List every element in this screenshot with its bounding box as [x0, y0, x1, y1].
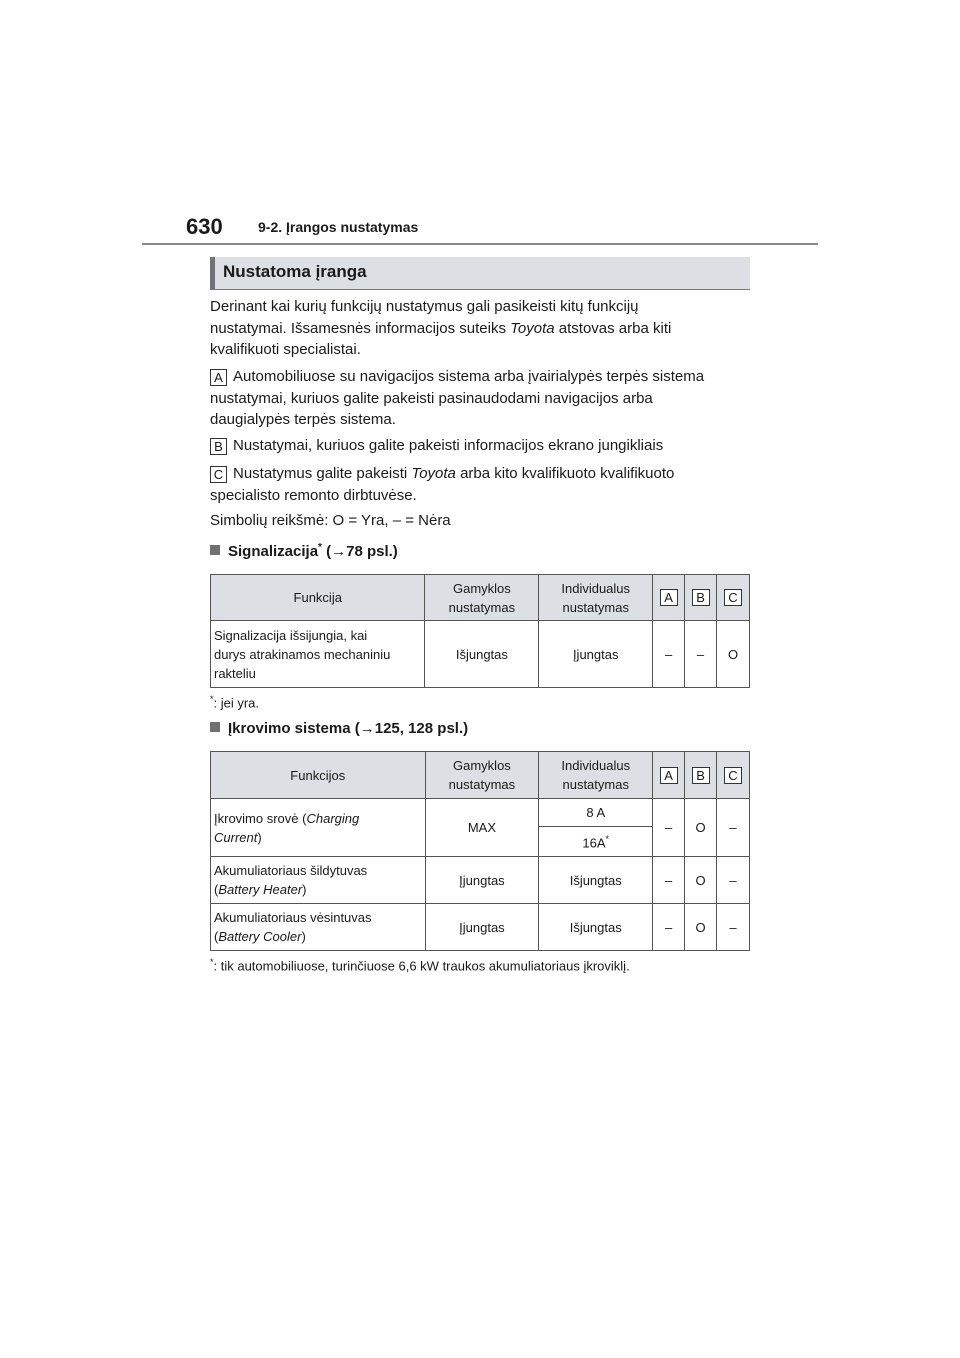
col-b: B — [685, 575, 717, 621]
legend-b-box: B — [210, 438, 227, 455]
row-c: – — [717, 857, 750, 904]
row-custom: Išjungtas — [539, 857, 653, 904]
legend-b-text: Nustatymai, kuriuos galite pakeisti informacijos ekrano jungikliais — [233, 437, 664, 454]
alarm-section-heading: Signalizacija* (→78 psl.) — [210, 542, 398, 560]
table-row — [211, 904, 750, 951]
charging-settings-table — [210, 751, 750, 951]
row-function: Akumuliatoriaus vėsintuvas (Battery Cooler) — [211, 904, 426, 951]
row-b: O — [685, 857, 717, 904]
charging-section-heading: Įkrovimo sistema (→125, 128 psl.) — [210, 720, 468, 737]
section-title-band — [210, 257, 750, 290]
row-function: Akumuliatoriaus šildytuvas (Battery Heater) — [211, 857, 426, 904]
legend-a — [210, 366, 750, 431]
col-factory: Gamyklos nustatymas — [425, 575, 539, 621]
col-c: C — [717, 575, 750, 621]
row-factory: Įjungtas — [425, 857, 539, 904]
col-a: A — [653, 575, 685, 621]
col-a: A — [653, 752, 685, 799]
row-a: – — [653, 904, 685, 951]
col-custom: Individualus nustatymas — [539, 752, 653, 799]
col-function: Funkcija — [211, 575, 425, 621]
intro-line: Derinant kai kurių funkcijų nustatymus gali pasikeisti kitų funkcijų — [210, 298, 639, 315]
intro-paragraph — [210, 296, 750, 361]
symbols-meaning: Simbolių reikšmė: O = Yra, – = Nėra — [210, 512, 451, 529]
row-b: – — [685, 621, 717, 688]
alarm-footnote: *: jei yra. — [210, 694, 260, 711]
header-divider — [142, 243, 818, 245]
page-number: 630 — [186, 214, 223, 239]
row-custom-alt: 16A* — [539, 827, 653, 857]
square-bullet-icon — [210, 722, 220, 732]
col-custom: Individualus nustatymas — [539, 575, 653, 621]
row-b: O — [685, 799, 717, 857]
row-factory: MAX — [425, 799, 539, 857]
row-function: Signalizacija išsijungia, kai durys atrakinamos mechaniniu rakteliu — [211, 621, 425, 688]
col-factory: Gamyklos nustatymas — [425, 752, 539, 799]
row-b: O — [685, 904, 717, 951]
row-a: – — [653, 799, 685, 857]
col-c: C — [717, 752, 750, 799]
table-header-row — [211, 575, 750, 621]
legend-a-box: A — [210, 369, 227, 386]
section-reference: 9-2. Įrangos nustatymas — [258, 219, 419, 235]
row-a: – — [653, 857, 685, 904]
row-a: – — [653, 621, 685, 688]
row-c: – — [717, 799, 750, 857]
col-functions: Funkcijos — [211, 752, 426, 799]
row-c: – — [717, 904, 750, 951]
row-factory: Išjungtas — [425, 621, 539, 688]
section-title: Nustatoma įranga — [223, 262, 367, 281]
alarm-settings-table — [210, 574, 750, 688]
legend-c-text: specialisto remonto dirbtuvėse. — [210, 486, 417, 504]
square-bullet-icon — [210, 545, 220, 555]
legend-a-text: Automobiliuose su navigacijos sistema arba įvairialypės terpės sistema — [233, 368, 705, 385]
row-c: O — [717, 621, 750, 688]
intro-line: kvalifikuoti specialistai. — [210, 341, 361, 358]
legend-c: C Nustatymus galite pakeisti Toyota arba kito kvalifikuoto kvalifikuoto specialisto remonto dirbtuvėse. — [210, 463, 750, 506]
table-row — [211, 799, 750, 827]
col-b: B — [685, 752, 717, 799]
table-row — [211, 857, 750, 904]
row-function: Įkrovimo srovė (Charging Current) — [211, 799, 426, 857]
row-factory: Įjungtas — [425, 904, 539, 951]
charging-footnote: *: tik automobiliuose, turinčiuose 6,6 kW traukos akumuliatoriaus įkroviklį. — [210, 957, 630, 974]
intro-line: nustatymai. Išsamesnės informacijos suteiks Toyota atstovas arba kiti — [210, 319, 672, 337]
legend-b — [210, 435, 750, 457]
legend-c-box: C — [210, 466, 227, 483]
legend-a-text: nustatymai, kuriuos galite pakeisti pasinaudodami navigacijos arba — [210, 389, 653, 407]
row-custom: Išjungtas — [539, 904, 653, 951]
table-row — [211, 621, 750, 688]
table-header-row — [211, 752, 750, 799]
legend-a-text: daugialypės terpės sistema. — [210, 411, 396, 428]
row-custom: 8 A — [539, 799, 653, 827]
row-custom: Įjungtas — [539, 621, 653, 688]
